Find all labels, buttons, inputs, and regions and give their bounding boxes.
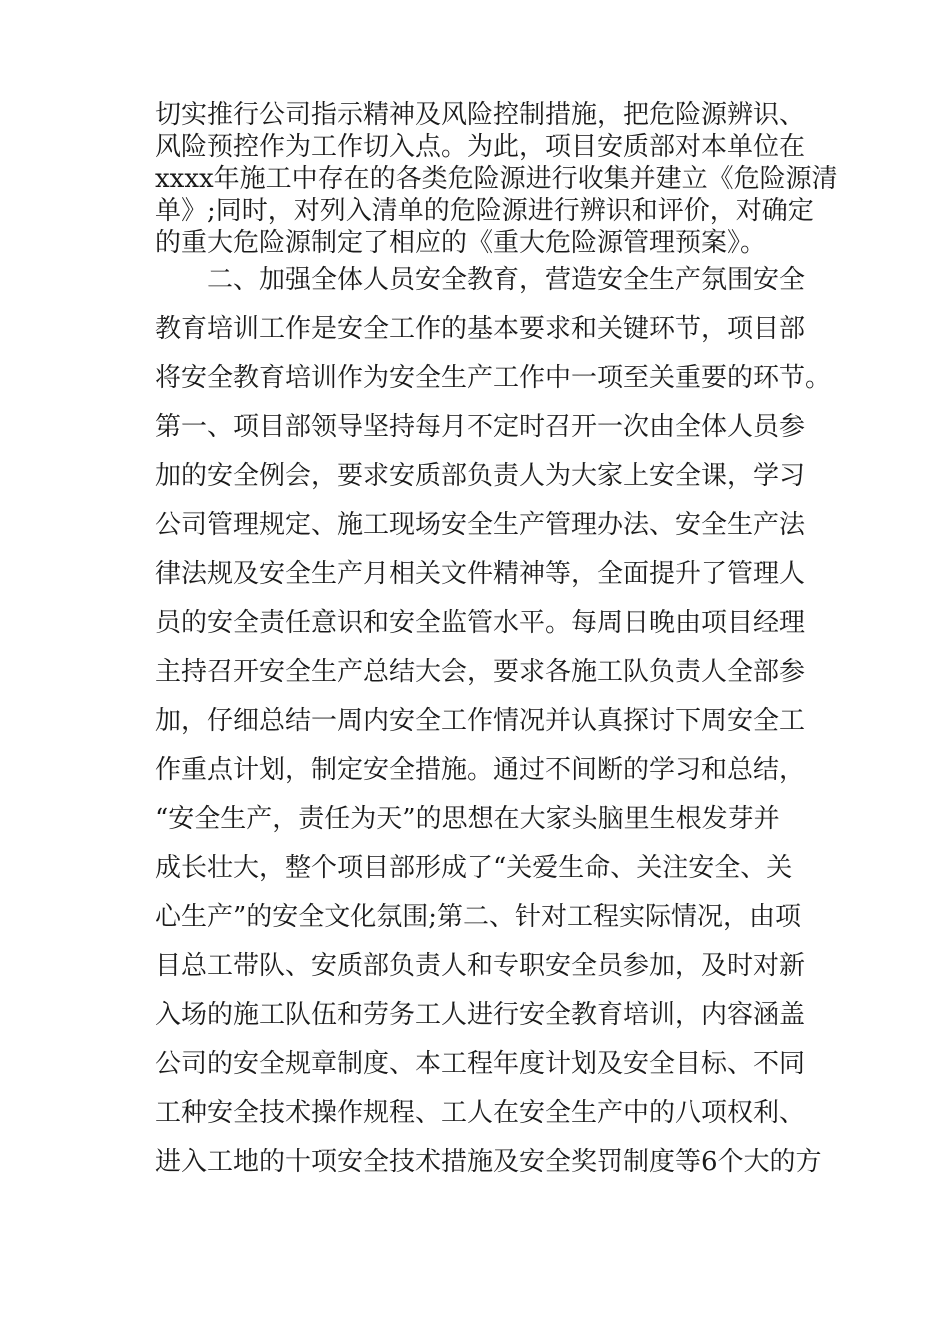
paragraph-1-line-1: 切实推行公司指示精神及风险控制措施，把危险源辨识、 [155,100,806,130]
paragraph-2-line-8: 员的安全责任意识和安全监管水平。每周日晚由项目经理 [155,608,806,638]
paragraph-2-line-17: 公司的安全规章制度、本工程年度计划及安全目标、不同 [155,1049,806,1079]
paragraph-1-line-2: 风险预控作为工作切入点。为此，项目安质部对本单位在 [155,132,806,162]
paragraph-1-line-5: 的重大危险源制定了相应的《重大危险源管理预案》。 [155,228,767,258]
paragraph-2-line-11: 作重点计划，制定安全措施。通过不间断的学习和总结， [155,755,806,785]
paragraph-2-line-6: 公司管理规定、施工现场安全生产管理办法、安全生产法 [155,510,806,540]
paragraph-2-line-12: “安全生产，责任为天”的思想在大家头脑里生根发芽并 [155,804,780,834]
paragraph-2-line-16: 入场的施工队伍和劳务工人进行安全教育培训，内容涵盖 [155,1000,806,1030]
paragraph-2-line-4: 第一、项目部领导坚持每月不定时召开一次由全体人员参 [155,412,806,442]
paragraph-2-line-3: 将安全教育培训作为安全生产工作中一项至关重要的环节。 [155,363,832,393]
paragraph-1-line-4: 单》;同时，对列入清单的危险源进行辨识和评价，对确定 [155,196,814,226]
paragraph-2-line-1: 二、加强全体人员安全教育，营造安全生产氛围安全 [155,265,806,295]
paragraph-2-line-10: 加，仔细总结一周内安全工作情况并认真探讨下周安全工 [155,706,806,736]
paragraph-2-line-5: 加的安全例会，要求安质部负责人为大家上安全课，学习 [155,461,806,491]
paragraph-2-line-2: 教育培训工作是安全工作的基本要求和关键环节，项目部 [155,314,806,344]
paragraph-2-line-15: 目总工带队、安质部负责人和专职安全员参加，及时对新 [155,951,806,981]
paragraph-2-line-9: 主持召开安全生产总结大会，要求各施工队负责人全部参 [155,657,806,687]
paragraph-2-line-19: 进入工地的十项安全技术措施及安全奖罚制度等6个大的方 [155,1147,822,1177]
paragraph-1-line-3: xxxx年施工中存在的各类危险源进行收集并建立《危险源清 [155,164,838,194]
paragraph-2-line-18: 工种安全技术操作规程、工人在安全生产中的八项权利、 [155,1098,806,1128]
paragraph-2-line-13: 成长壮大，整个项目部形成了“关爱生命、关注安全、关 [155,853,793,883]
paragraph-2-line-7: 律法规及安全生产月相关文件精神等，全面提升了管理人 [155,559,806,589]
paragraph-2-line-14: 心生产”的安全文化氛围;第二、针对工程实际情况，由项 [155,902,802,932]
